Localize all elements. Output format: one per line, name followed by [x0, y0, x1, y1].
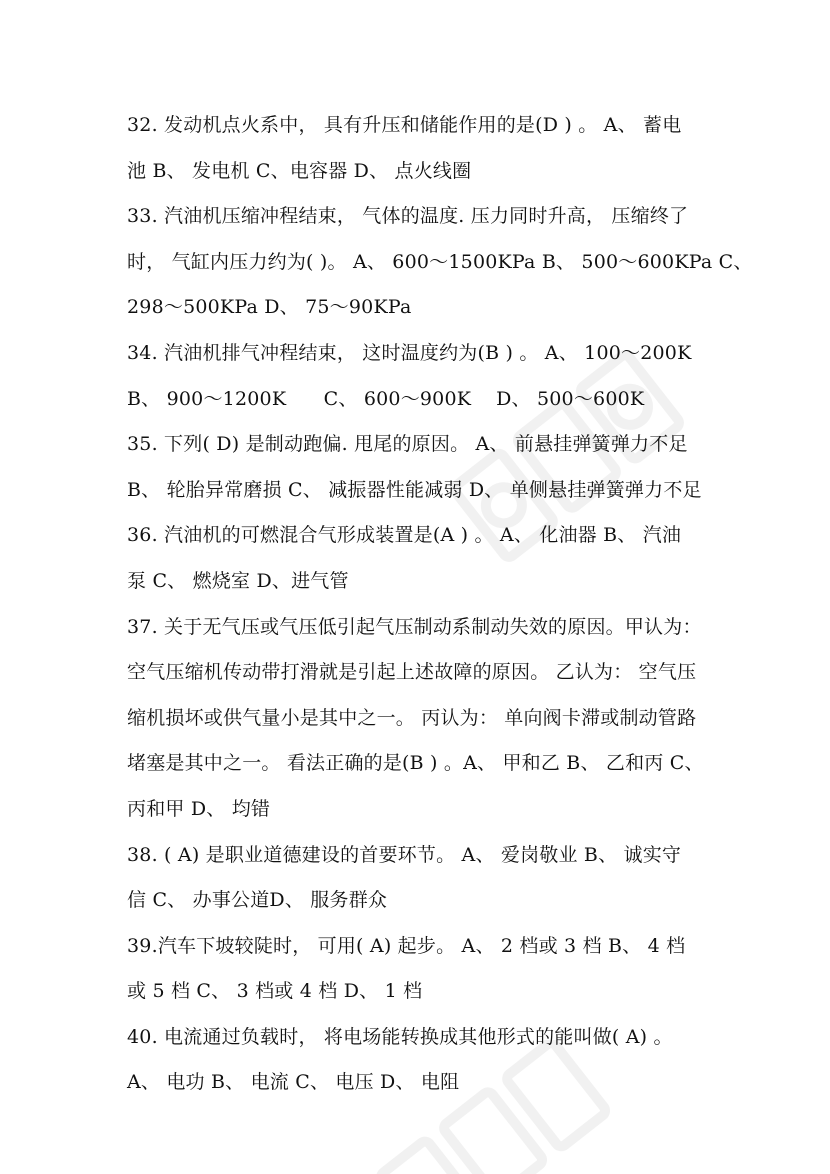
- text-line: 或 5 档 C、 3 档或 4 档 D、 1 档: [127, 980, 423, 1003]
- text-line: B、 900～1200K C、 600～900K D、 500～600K: [127, 387, 645, 410]
- text-line: A、 电功 B、 电流 C、 电压 D、 电阻: [127, 1071, 460, 1094]
- text-line: 空气压缩机传动带打滑就是引起上述故障的原因。 乙认为： 空气压: [127, 661, 697, 684]
- text-line: B、 轮胎异常磨损 C、 减振器性能减弱 D、 单侧悬挂弹簧弹力不足: [127, 478, 702, 501]
- text-line: 泵 C、 燃烧室 D、进气管: [127, 569, 349, 592]
- text-line: 33. 汽油机压缩冲程结束， 气体的温度. 压力同时升高， 压缩终了: [127, 205, 689, 228]
- text-line: 40. 电流通过负载时， 将电场能转换成其他形式的能叫做( A) 。: [127, 1025, 673, 1048]
- text-line: 38. ( A) 是职业道德建设的首要环节。 A、 爱岗敬业 B、 诚实守: [127, 843, 682, 866]
- text-line: 37. 关于无气压或气压低引起气压制动系制动失效的原因。甲认为：: [127, 615, 702, 638]
- text-line: 35. 下列( D) 是制动跑偏. 甩尾的原因。 A、 前悬挂弹簧弹力不足: [127, 433, 688, 456]
- text-line: 池 B、 发电机 C、电容器 D、 点火线圈: [127, 159, 472, 182]
- text-line: 36. 汽油机的可燃混合气形成装置是(A ) 。 A、 化油器 B、 汽油: [127, 524, 682, 547]
- text-line: 信 C、 办事公道D、 服务群众: [127, 889, 388, 912]
- text-line: 堵塞是其中之一。 看法正确的是(B ) 。A、 甲和乙 B、 乙和丙 C、: [127, 752, 704, 775]
- text-line: 丙和甲 D、 均错: [127, 797, 271, 820]
- text-line: 32. 发动机点火系中， 具有升压和储能作用的是(D ) 。 A、 蓄电: [127, 114, 682, 136]
- text-line: 34. 汽油机排气冲程结束， 这时温度约为(B ) 。 A、 100～200K: [127, 341, 692, 364]
- text-line: 缩机损坏或供气量小是其中之一。 丙认为： 单向阀卡滞或制动管路: [127, 706, 697, 729]
- text-line: 时， 气缸内压力约为( )。 A、 600～1500KPa B、 500～600KPa C、: [127, 250, 753, 273]
- text-line: 298～500KPa D、 75～90KPa: [127, 296, 412, 319]
- question-text-block: [127, 103, 753, 1106]
- text-line: 39.汽车下坡较陡时， 可用( A) 起步。 A、 2 档或 3 档 B、 4 档: [127, 934, 686, 957]
